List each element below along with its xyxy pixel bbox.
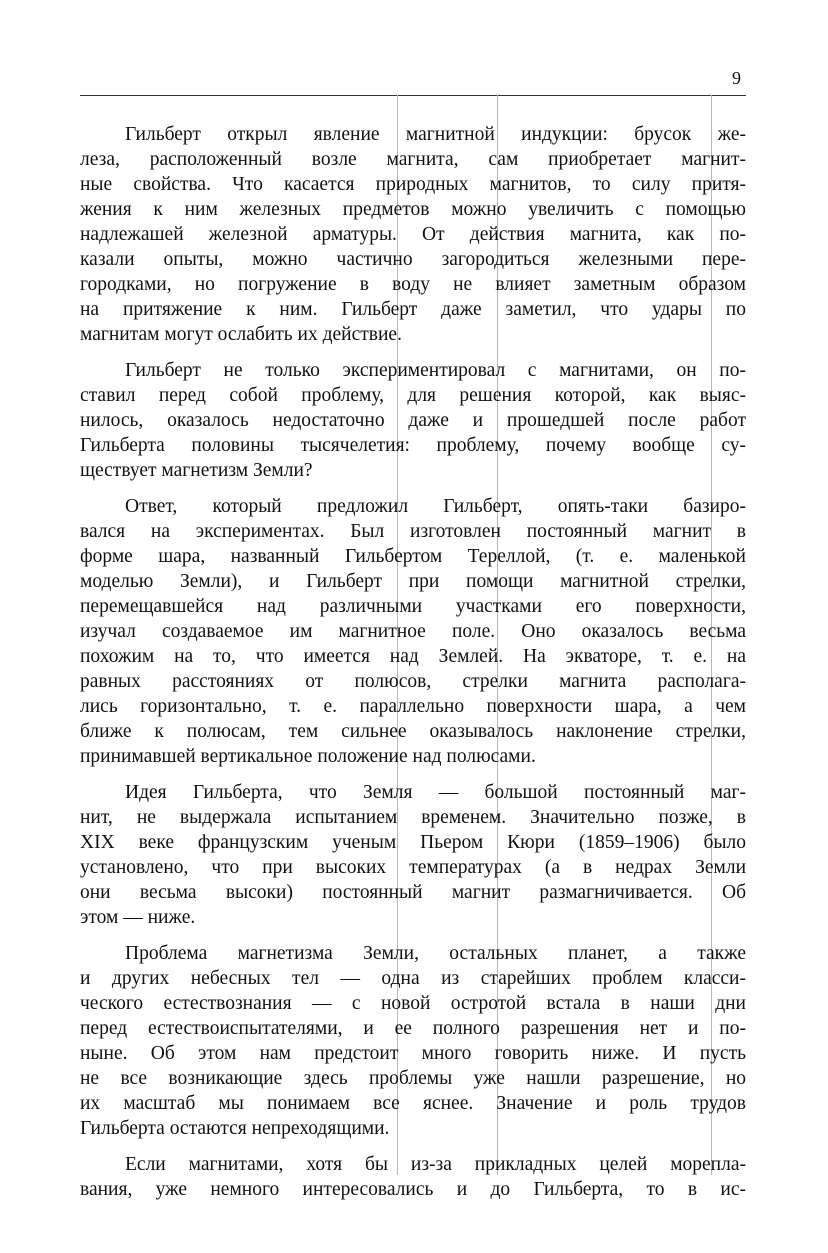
text-line: Если магнитами, хотя бы из-за прикладных целей морепла- (125, 1154, 746, 1175)
text-line: надлежашей железной арматуры. От действия магнита, как по- (80, 224, 746, 245)
paragraph (80, 494, 746, 769)
text-line: ществует магнетизм Земли? (80, 460, 313, 481)
text-line: вания, уже немного интересовались и до Гильберта, то в ис- (80, 1179, 746, 1200)
text-line: не все возникающие здесь проблемы уже нашли разрешение, но (80, 1068, 746, 1089)
text-line: нит, не выдержала испытанием временем. Значительно позже, в (80, 807, 746, 828)
text-line: ческого естествознания — с новой остротой встала в наши дни (80, 993, 746, 1014)
paragraph (80, 122, 746, 347)
text-line: моделью Земли), и Гильберт при помощи магнитной стрелки, (80, 571, 746, 592)
text-line: изучал создаваемое им магнитное поле. Оно оказалось весьма (80, 621, 746, 642)
text-line: их масштаб мы понимаем все яснее. Значение и роль трудов (80, 1093, 746, 1114)
text-line: городками, но погружение в воду не влияет заметным образом (80, 274, 746, 295)
text-line: ныне. Об этом нам предстоит много говорить ниже. И пусть (80, 1043, 746, 1064)
text-line: похожим на то, что имеется над Землей. На экваторе, т. е. на (80, 646, 746, 667)
page-number: 9 (732, 68, 741, 88)
text-line: установлено, что при высоких температурах (а в недрах Земли (80, 857, 746, 878)
text-line: Гильберта остаются непреходящими. (80, 1118, 390, 1139)
text-line: перемещавшейся над различными участками его поверхности, (80, 596, 746, 617)
text-line: форме шара, названный Гильбертом Тереллой, (т. е. маленькой (80, 546, 746, 567)
text-line: лись горизонтально, т. е. параллельно поверхности шара, а чем (80, 696, 746, 717)
text-line: и других небесных тел — одна из старейших проблем класси- (80, 968, 746, 989)
text-line: Проблема магнетизма Земли, остальных планет, а также (125, 943, 746, 964)
text-line: Ответ, который предложил Гильберт, опять-таки базиро- (125, 496, 746, 517)
text-line: ближе к полюсам, тем сильнее оказывалось наклонение стрелки, (80, 721, 746, 742)
text-line: равных расстояниях от полюсов, стрелки магнита располага- (80, 671, 746, 692)
text-line: Гильберт не только экспериментировал с магнитами, он по- (125, 360, 746, 381)
text-line: жения к ним железных предметов можно увеличить с помощью (80, 199, 746, 220)
text-line: принимавшей вертикальное положение над полюсами. (80, 746, 536, 767)
paragraph (80, 1152, 746, 1202)
body-text (80, 122, 746, 1213)
text-line: этом — ниже. (80, 907, 196, 928)
text-line: нилось, оказалось недостаточно даже и прошедшей после работ (80, 410, 746, 431)
text-line: Гильберта половины тысячелетия: проблему, почему вообще су- (80, 435, 746, 456)
text-line: Гильберт открыл явление магнитной индукции: брусок же- (125, 124, 746, 145)
text-line: Идея Гильберта, что Земля — большой постоянный маг- (125, 782, 746, 803)
paragraph (80, 941, 746, 1141)
text-line: казали опыты, можно частично загородиться железными пере- (80, 249, 746, 270)
text-line: ставил перед собой проблему, для решения которой, как выяс- (80, 385, 746, 406)
header-rule (80, 95, 746, 96)
text-line: ные свойства. Что касается природных магнитов, то силу притя- (80, 174, 746, 195)
text-line: магнитам могут ослабить их действие. (80, 324, 402, 345)
text-line: на притяжение к ним. Гильберт даже заметил, что удары по (80, 299, 746, 320)
text-line: леза, расположенный возле магнита, сам приобретает магнит- (80, 149, 746, 170)
text-line: они весьма высоки) постоянный магнит размагничивается. Об (80, 882, 746, 903)
text-line: перед естествоиспытателями, и ее полного разрешения нет и по- (80, 1018, 746, 1039)
text-line: XIX веке французским ученым Пьером Кюри (1859–1906) было (80, 832, 746, 853)
text-line: вался на экспериментах. Был изготовлен постоянный магнит в (80, 521, 746, 542)
paragraph (80, 358, 746, 483)
paragraph (80, 780, 746, 930)
